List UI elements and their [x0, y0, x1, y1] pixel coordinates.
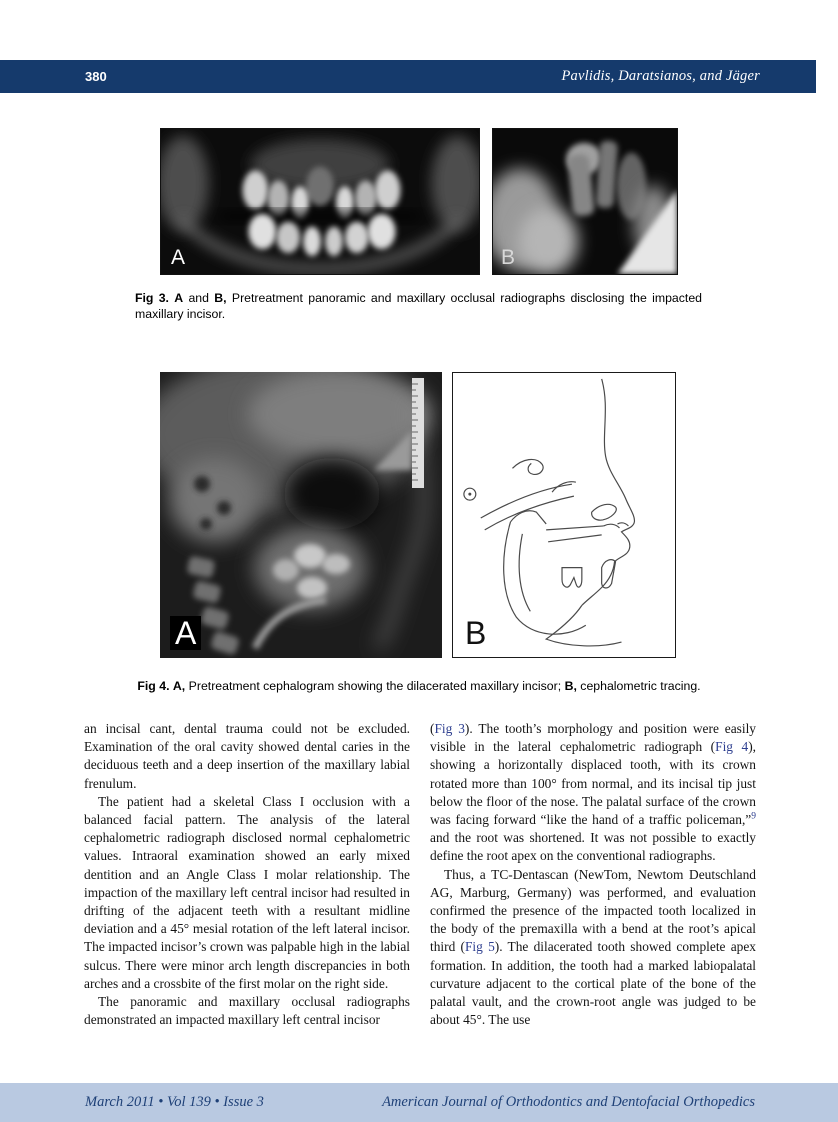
text-segment: Pretreatment cephalogram showing the dilacerated maxillary incisor;: [185, 679, 565, 693]
fig3b-label: B: [501, 246, 516, 269]
text-segment: ). The dilacerated tooth showed complete apex formation. In addition, the tooth had a marked labiopalatal curvature adjacent to the cortical plate of the bone of the palatal vault, and the crown-root angle was judged to be about 45°. The use: [430, 939, 756, 1028]
citation-reference-link[interactable]: 9: [751, 811, 756, 822]
text-segment: and: [183, 291, 215, 305]
text-segment: B,: [214, 291, 227, 305]
fig4-caption: [134, 678, 704, 694]
fig3a-label: A: [171, 246, 186, 269]
text-segment: The patient had a skeletal Class I occlusion with a balanced facial pattern. The analysis of the lateral cephalometric radiograph disclosed normal cephalometric values. Intraoral examination showed an early mixed dentition and an Angle Class I molar relationship. The impaction of the maxillary left central incisor had resulted in drifting of the adjacent teeth with a resultant midline deviation and a 45° mesial rotation of the left lateral incisor. The impacted incisor’s crown was palpable high in the labial sulcus. There were minor arch length discrepancies in both arches and a crossbite of the first molar on the right side.: [84, 793, 410, 991]
figure-reference-link[interactable]: Fig 3: [434, 721, 465, 736]
text-segment: The panoramic and maxillary occlusal radiographs demonstrated an impacted maxillary left central incisor: [84, 994, 410, 1028]
text-segment: ). The tooth’s morphology and position were easily visible in the lateral cephalometric radiograph (: [430, 721, 757, 755]
page-number: 380: [85, 69, 107, 84]
fig3-caption: [135, 290, 702, 322]
text-segment: A: [174, 291, 184, 305]
text-segment: (: [430, 721, 435, 736]
cephalogram-image: [160, 372, 442, 658]
fig4b-cephalometric-tracing: [452, 372, 676, 658]
body-paragraph: [84, 993, 410, 1029]
text-segment: Fig 4.: [137, 679, 170, 693]
body-paragraph: [430, 866, 756, 1030]
figure-reference-link[interactable]: Fig 5: [464, 939, 495, 955]
text-segment: cephalometric tracing.: [576, 679, 701, 693]
fig4a-label: A: [170, 616, 201, 650]
page-footer-band: [0, 1083, 838, 1122]
text-segment: Thus, a TC-Dentascan (NewTom, Newtom Deutschland AG, Marburg, Germany) was performed, and evaluation confirmed the presence of the impacted tooth localized in the body of the premaxilla with a bend at the root’s apical third (: [430, 866, 756, 955]
text-segment: Pretreatment panoramic and maxillary occlusal radiographs disclosing the impacted maxillary incisor.: [135, 291, 703, 321]
footer-issue-info: March 2011 • Vol 139 • Issue 3: [85, 1094, 264, 1110]
body-paragraph: [430, 720, 756, 866]
fig3b-occlusal-radiograph: [492, 128, 678, 275]
body-paragraph: [84, 720, 410, 793]
body-column-right: [430, 720, 756, 1029]
occlusal-radiograph-image: [493, 129, 677, 274]
body-column-left: [84, 720, 410, 1029]
text-segment: an incisal cant, dental trauma could not be excluded. Examination of the oral cavity showed dental caries in the deciduous teeth and a deep insertion of the maxillary labial frenulum.: [84, 721, 410, 791]
footer-journal-name: American Journal of Orthodontics and Dentofacial Orthopedics: [382, 1094, 755, 1110]
figure-reference-link[interactable]: Fig 4: [715, 739, 749, 755]
page-header-band: [0, 60, 816, 93]
text-segment: ), showing a horizontally displaced tooth, with its crown rotated more than 100° from normal, and its incisal tip just below the floor of the nose. The palatal surface of the crown was facing forward “like the hand of a traffic policeman,”: [430, 739, 756, 828]
cephalometric-tracing-image: [453, 373, 675, 657]
text-segment: Fig 3.: [135, 291, 169, 305]
fig4b-label: B: [465, 615, 487, 651]
text-segment: B,: [564, 679, 577, 693]
text-segment: and the root was shortened. It was not possible to exactly define the root apex on the conventional radiographs.: [430, 830, 756, 864]
panoramic-radiograph-image: [161, 129, 479, 274]
running-head-authors: Pavlidis, Daratsianos, and Jäger: [561, 68, 760, 84]
fig4a-cephalogram-radiograph: [160, 372, 442, 658]
fig3a-panoramic-radiograph: [160, 128, 480, 275]
body-paragraph: [84, 793, 410, 993]
text-segment: A,: [172, 679, 186, 693]
